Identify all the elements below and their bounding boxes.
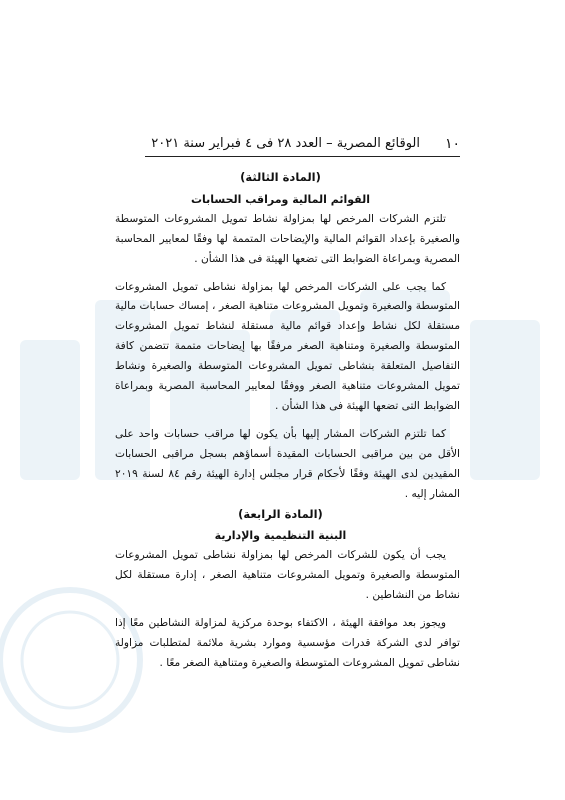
- article-3-paragraph-3: كما تلتزم الشركات المشار إليها بأن يكون لها مراقب حسابات واحد على الأقل من بين مراقبى الحسابات المقيدة أسماؤهم بسجل مراقبى الحسابات المقيدين لدى الهيئة وفقًا لأحكام قرار مجلس إدارة الهيئة رقم ٨٤ لسنة ٢٠١٩ المشار إليه .: [115, 427, 460, 500]
- article-3-paragraph-1: تلتزم الشركات المرخص لها بمزاولة نشاط تمويل المشروعات المتوسطة والصغيرة بإعداد القوائم المالية والإيضاحات المتممة لها وفقًا لمعايير المحاسبة المصرية وبمراعاة الضوابط التى تضعها الهيئة فى هذا الشأن .: [115, 212, 460, 265]
- article-4-subheading: البنية التنظيمية والإدارية: [214, 529, 347, 543]
- header-rule: [145, 156, 460, 157]
- document-body: [115, 168, 460, 674]
- page-number: ١٠: [444, 136, 460, 152]
- page-header: [145, 136, 460, 158]
- article-3-paragraph-2: كما يجب على الشركات المرخص لها بمزاولة نشاطى تمويل المشروعات المتوسطة والصغيرة وتمويل المشروعات متناهية الصغر ، إمساك حسابات مالية مستقلة لكل نشاط وإعداد قوائم مالية مستقلة لنشاط تمويل المشروعات المتوسطة والصغيرة ومتناهية الصغر مرفقًا بها إيضاحات متممة تتضمن كافة التفاصيل المتعلقة بنشاطى تمويل المشروعات المتوسطة والصغيرة ونشاط تمويل المشروعات متناهية الصغر ووفقًا لمعايير المحاسبة المصرية وبمراعاة الضوابط التى تضعها الهيئة فى هذا الشأن .: [115, 280, 460, 412]
- article-4-paragraph-2: ويجوز بعد موافقة الهيئة ، الاكتفاء بوحدة مركزية لمزاولة النشاطين معًا إذا توافر لدى الشركة قدرات مؤسسية وموارد بشرية ملائمة لمتطلبات مزاولة نشاطى تمويل المشروعات المتوسطة والصغيرة ومتناهية الصغر معًا .: [115, 617, 460, 669]
- article-4-paragraph-1: يجب أن يكون للشركات المرخص لها بمزاولة نشاطى تمويل المشروعات المتوسطة والصغيرة وتمويل المشروعات متناهية الصغر ، إدارة مستقلة لكل نشاط من النشاطين .: [115, 549, 460, 602]
- gazette-title: الوقائع المصرية – العدد ٢٨ فى ٤ فبراير سنة ٢٠٢١: [151, 136, 420, 151]
- article-4-heading: (المادة الرابعة): [238, 506, 323, 521]
- article-3-subheading: القوائم المالية ومراقب الحسابات: [190, 192, 370, 206]
- article-3-heading: (المادة الثالثة): [240, 170, 321, 184]
